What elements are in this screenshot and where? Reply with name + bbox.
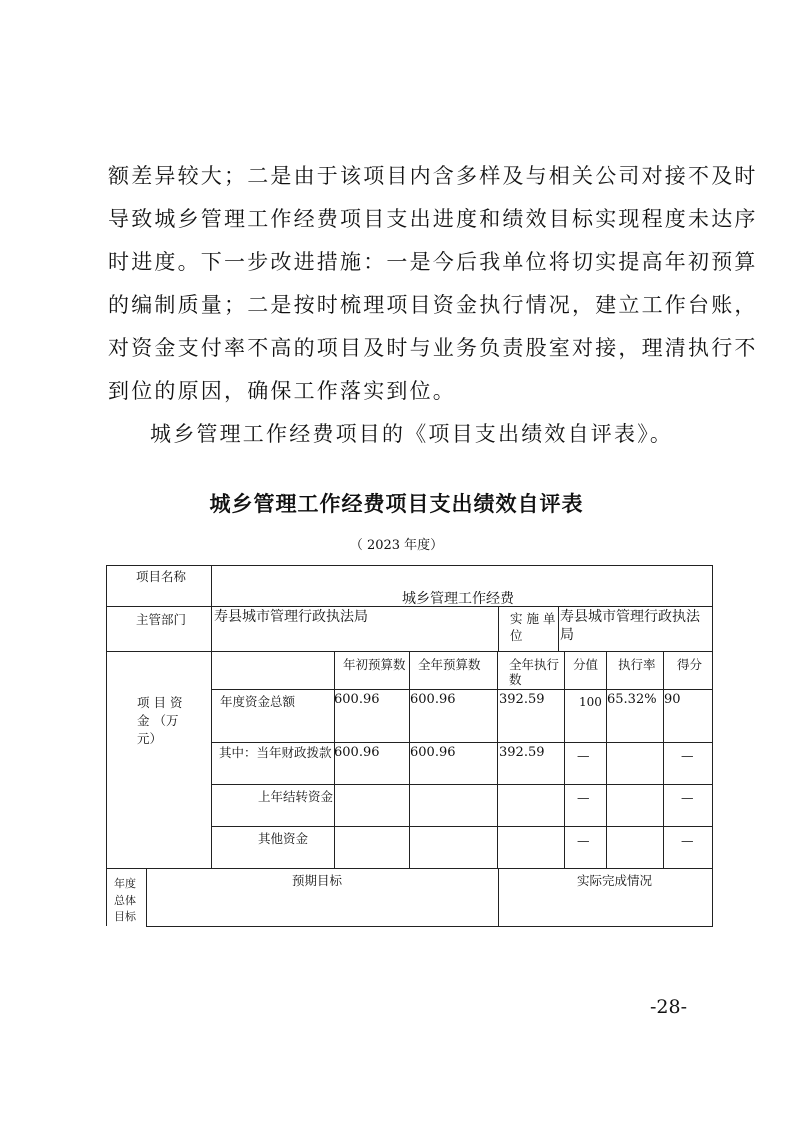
cell-score: — <box>681 833 694 848</box>
paragraph-line: 的编制质量；二是按时梳理项目资金执行情况，建立工作台账， <box>108 293 758 317</box>
cell-score-value: — <box>577 790 590 805</box>
cell-score: — <box>681 748 694 763</box>
rule <box>498 606 499 651</box>
cell-executed: 392.59 <box>499 745 545 760</box>
impl-label: 位 <box>510 628 523 643</box>
header-score-value: 分值 <box>573 657 599 672</box>
row-label: 上年结转资金 <box>258 789 334 804</box>
cell-initial: 600.96 <box>334 692 380 707</box>
cell-initial: 600.96 <box>334 745 380 760</box>
project-name: 城乡管理工作经费 <box>402 591 514 607</box>
page-number: -28- <box>650 996 688 1018</box>
rule <box>211 689 713 690</box>
table-year: （ 2023 年度） <box>349 538 444 553</box>
paragraph-line: 额差异较大；二是由于该项目内含多样及与相关公司对接不及时 <box>108 164 758 188</box>
paragraph-line: 时进度。下一步改进措施：一是今后我单位将切实提高年初预算 <box>108 250 758 274</box>
rule <box>498 868 499 926</box>
rule <box>146 926 713 927</box>
dept-value: 寿县城市管理行政执法局 <box>214 609 368 625</box>
goals-label: 总体 <box>114 894 136 907</box>
table-title: 城乡管理工作经费项目支出绩效自评表 <box>209 492 584 516</box>
cell-annual: 600.96 <box>410 745 456 760</box>
rule <box>211 742 713 743</box>
goals-actual-header: 实际完成情况 <box>577 873 653 888</box>
row-label: 年度资金总额 <box>220 694 296 709</box>
impl-label: 实 施 单 <box>510 611 556 626</box>
cell-score-value: — <box>577 748 590 763</box>
funds-label: 元） <box>137 731 163 746</box>
cell-score: 90 <box>664 692 681 707</box>
rule <box>558 606 559 651</box>
funds-label: 项 目 资 <box>137 695 183 710</box>
funds-label: 金 （万 <box>137 713 179 728</box>
row-label: 其中：当年财政拨款 <box>219 745 332 760</box>
impl-value: 寿县城市管理行政执法 <box>560 609 700 625</box>
header-annual-budget: 全年预算数 <box>418 657 481 672</box>
rule <box>146 868 147 926</box>
cell-annual: 600.96 <box>410 692 456 707</box>
paragraph-line: 导致城乡管理工作经费项目支出进度和绩效目标实现程度未达序 <box>108 207 758 231</box>
rule <box>211 565 212 868</box>
paragraph-line: 城乡管理工作经费项目的《项目支出绩效自评表》。 <box>150 422 674 446</box>
dept-label: 主管部门 <box>136 612 187 627</box>
rule <box>497 651 498 868</box>
header-initial-budget: 年初预算数 <box>343 657 406 672</box>
goals-label: 目标 <box>114 910 136 923</box>
rule <box>211 826 713 827</box>
project-name-label: 项目名称 <box>136 569 187 584</box>
cell-executed: 392.59 <box>499 692 545 707</box>
rule <box>106 565 713 566</box>
rule <box>211 784 713 785</box>
paragraph-line: 到位的原因，确保工作落实到位。 <box>108 379 456 403</box>
paragraph-line: 对资金支付率不高的项目及时与业务负责股室对接，理清执行不 <box>108 336 758 360</box>
goals-label: 年度 <box>114 877 136 890</box>
impl-value: 局 <box>560 627 574 643</box>
rule <box>106 565 107 926</box>
header-exec-rate: 执行率 <box>618 657 656 672</box>
row-label: 其他资金 <box>258 831 309 846</box>
goals-expected-header: 预期目标 <box>292 873 343 888</box>
header-executed: 全年执行 <box>509 657 560 672</box>
rule <box>106 868 713 869</box>
header-score: 得分 <box>677 657 703 672</box>
cell-score-value: — <box>577 833 590 848</box>
cell-score: — <box>681 790 694 805</box>
rule <box>564 651 565 868</box>
header-executed: 数 <box>509 672 522 687</box>
cell-score-value: 100 <box>579 695 602 709</box>
cell-rate: 65.32% <box>607 692 657 707</box>
rule <box>606 651 607 868</box>
rule <box>663 651 664 868</box>
rule <box>712 565 713 926</box>
